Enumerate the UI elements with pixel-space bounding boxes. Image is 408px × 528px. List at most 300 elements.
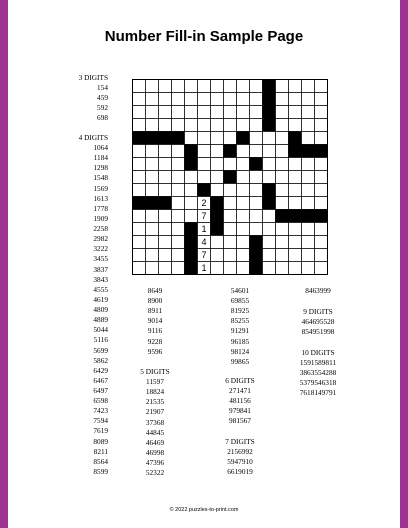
grid-cell[interactable] bbox=[302, 184, 315, 197]
puzzle-page bbox=[8, 0, 400, 528]
grid-cell[interactable] bbox=[263, 132, 276, 145]
grid-cell[interactable] bbox=[133, 223, 146, 236]
black-cell bbox=[211, 197, 224, 210]
word-list-item: 7618149791 bbox=[299, 388, 337, 398]
grid-cell[interactable] bbox=[133, 93, 146, 106]
grid-cell[interactable] bbox=[250, 184, 263, 197]
grid-cell[interactable] bbox=[302, 236, 315, 249]
grid-cell[interactable] bbox=[263, 249, 276, 262]
grid-cell[interactable] bbox=[263, 223, 276, 236]
grid-cell[interactable] bbox=[133, 262, 146, 275]
grid-cell[interactable] bbox=[289, 184, 302, 197]
word-group-heading: 10 DIGITS bbox=[301, 348, 335, 357]
grid-cell[interactable] bbox=[146, 106, 159, 119]
grid-cell[interactable] bbox=[133, 249, 146, 262]
word-group-heading: 4 DIGITS bbox=[78, 133, 108, 142]
given-digit: 7 bbox=[201, 211, 207, 221]
grid-cell[interactable] bbox=[315, 171, 328, 184]
grid-cell[interactable] bbox=[237, 80, 250, 93]
grid-cell[interactable] bbox=[211, 158, 224, 171]
grid-cell[interactable] bbox=[146, 171, 159, 184]
grid-cell[interactable] bbox=[133, 106, 146, 119]
word-list-item: 52322 bbox=[145, 468, 165, 478]
grid-cell[interactable] bbox=[276, 119, 289, 132]
black-cell bbox=[250, 158, 263, 171]
given-digit: 1 bbox=[201, 263, 207, 273]
word-list-item: 85255 bbox=[230, 316, 250, 326]
word-list-item: 4555 bbox=[93, 284, 108, 294]
black-cell bbox=[315, 145, 328, 158]
word-list-item: 5699 bbox=[93, 345, 108, 355]
grid-cell[interactable] bbox=[172, 210, 185, 223]
word-list-item: 46469 bbox=[145, 437, 165, 447]
grid-cell[interactable] bbox=[133, 158, 146, 171]
grid-cell[interactable] bbox=[263, 210, 276, 223]
grid-cell[interactable] bbox=[250, 93, 263, 106]
grid-cell[interactable] bbox=[315, 119, 328, 132]
grid-cell[interactable] bbox=[211, 236, 224, 249]
grid-cell[interactable] bbox=[250, 223, 263, 236]
word-group-heading: 9 DIGITS bbox=[303, 307, 333, 316]
grid-cell[interactable] bbox=[237, 249, 250, 262]
word-list-item: 1548 bbox=[93, 173, 108, 183]
grid-cell[interactable] bbox=[250, 171, 263, 184]
grid-cell[interactable] bbox=[146, 80, 159, 93]
grid-cell[interactable] bbox=[276, 80, 289, 93]
grid-cell[interactable] bbox=[237, 236, 250, 249]
black-cell bbox=[185, 223, 198, 236]
word-list-item: 9116 bbox=[147, 326, 163, 336]
grid-cell[interactable] bbox=[289, 80, 302, 93]
grid-cell[interactable] bbox=[315, 93, 328, 106]
grid-cell[interactable] bbox=[146, 145, 159, 158]
grid-cell[interactable] bbox=[289, 249, 302, 262]
grid-cell[interactable] bbox=[159, 171, 172, 184]
word-list-item: 54601 bbox=[230, 286, 250, 295]
grid-cell[interactable] bbox=[146, 210, 159, 223]
grid-cell[interactable] bbox=[276, 236, 289, 249]
black-cell bbox=[185, 145, 198, 158]
grid-cell[interactable] bbox=[172, 80, 185, 93]
grid-cell[interactable] bbox=[185, 210, 198, 223]
grid-cell[interactable] bbox=[315, 223, 328, 236]
grid-cell[interactable] bbox=[172, 197, 185, 210]
black-cell bbox=[276, 210, 289, 223]
fill-in-grid bbox=[132, 79, 328, 275]
word-list-item: 1569 bbox=[93, 183, 108, 193]
word-group-heading: 7 DIGITS bbox=[225, 437, 255, 446]
grid-cell[interactable] bbox=[237, 184, 250, 197]
grid-cell[interactable] bbox=[276, 184, 289, 197]
word-list-item: 3222 bbox=[93, 244, 108, 254]
grid-cell[interactable] bbox=[133, 184, 146, 197]
grid-cell[interactable] bbox=[185, 197, 198, 210]
grid-cell[interactable] bbox=[315, 262, 328, 275]
word-list-item: 3843 bbox=[93, 274, 108, 284]
grid-cell[interactable] bbox=[211, 106, 224, 119]
grid-cell[interactable] bbox=[159, 93, 172, 106]
grid-cell[interactable] bbox=[198, 132, 211, 145]
black-cell bbox=[224, 145, 237, 158]
grid-cell[interactable] bbox=[185, 119, 198, 132]
word-list-item: 7423 bbox=[93, 406, 108, 416]
grid-cell[interactable] bbox=[302, 171, 315, 184]
word-list-item: 8463999 bbox=[305, 286, 331, 295]
grid-cell[interactable] bbox=[172, 106, 185, 119]
grid-cell[interactable] bbox=[133, 80, 146, 93]
word-group-heading: 3 DIGITS bbox=[78, 73, 108, 82]
word-list-item: 46998 bbox=[145, 447, 165, 457]
word-list-item: 6497 bbox=[93, 386, 108, 395]
word-list-item: 21535 bbox=[145, 397, 165, 407]
grid-cell[interactable] bbox=[172, 223, 185, 236]
grid-cell[interactable] bbox=[211, 262, 224, 275]
grid-cell[interactable] bbox=[146, 119, 159, 132]
grid-cell[interactable] bbox=[315, 158, 328, 171]
word-list-item: 979841 bbox=[229, 406, 251, 416]
grid-cell[interactable] bbox=[263, 262, 276, 275]
grid-cell[interactable] bbox=[211, 249, 224, 262]
word-list-item: 5379546318 bbox=[299, 378, 337, 388]
grid-cell[interactable] bbox=[224, 119, 237, 132]
grid-cell[interactable] bbox=[146, 158, 159, 171]
black-cell bbox=[250, 249, 263, 262]
grid-cell[interactable] bbox=[302, 132, 315, 145]
word-list-item: 6619019 bbox=[227, 467, 253, 477]
black-cell bbox=[198, 184, 211, 197]
word-list-item: 481156 bbox=[229, 396, 251, 406]
grid-cell[interactable] bbox=[289, 93, 302, 106]
grid-cell[interactable] bbox=[250, 145, 263, 158]
grid-cell[interactable] bbox=[159, 262, 172, 275]
word-list-item: 8564 bbox=[93, 456, 108, 466]
black-cell bbox=[224, 171, 237, 184]
grid-cell[interactable] bbox=[315, 249, 328, 262]
grid-cell[interactable] bbox=[185, 171, 198, 184]
grid-cell[interactable] bbox=[263, 236, 276, 249]
grid-cell[interactable] bbox=[289, 171, 302, 184]
word-list-item: 69855 bbox=[230, 296, 250, 306]
grid-cell[interactable] bbox=[159, 236, 172, 249]
grid-cell[interactable] bbox=[302, 223, 315, 236]
grid-cell[interactable] bbox=[198, 158, 211, 171]
grid-cell[interactable] bbox=[198, 106, 211, 119]
black-cell bbox=[133, 132, 146, 145]
grid-cell[interactable] bbox=[185, 93, 198, 106]
black-cell bbox=[263, 80, 276, 93]
grid-cell[interactable] bbox=[250, 197, 263, 210]
word-list-item: 47396 bbox=[145, 458, 165, 468]
word-list-item: 698 bbox=[97, 113, 108, 123]
grid-cell[interactable] bbox=[146, 236, 159, 249]
grid-cell[interactable] bbox=[159, 210, 172, 223]
grid-cell[interactable] bbox=[237, 197, 250, 210]
grid-cell[interactable] bbox=[224, 132, 237, 145]
word-list-item: 464695528 bbox=[301, 317, 335, 327]
grid-cell[interactable] bbox=[198, 80, 211, 93]
word-list-item: 1613 bbox=[93, 193, 108, 203]
grid-cell[interactable] bbox=[289, 236, 302, 249]
grid-cell[interactable] bbox=[315, 184, 328, 197]
grid-cell[interactable] bbox=[224, 210, 237, 223]
word-list-item: 18824 bbox=[145, 387, 165, 397]
grid-cell[interactable] bbox=[185, 184, 198, 197]
black-cell bbox=[302, 210, 315, 223]
grid-cell[interactable] bbox=[172, 171, 185, 184]
grid-cell[interactable] bbox=[198, 145, 211, 158]
grid-cell[interactable] bbox=[250, 80, 263, 93]
grid-cell[interactable] bbox=[133, 119, 146, 132]
grid-cell[interactable] bbox=[224, 106, 237, 119]
grid-cell[interactable] bbox=[146, 184, 159, 197]
grid-cell[interactable] bbox=[276, 106, 289, 119]
grid-cell[interactable] bbox=[276, 158, 289, 171]
word-list-item: 7594 bbox=[93, 416, 108, 426]
grid-cell[interactable] bbox=[146, 262, 159, 275]
word-list-item: 8911 bbox=[147, 306, 163, 316]
given-digit: 7 bbox=[201, 250, 207, 260]
grid-cell[interactable] bbox=[289, 158, 302, 171]
grid-cell[interactable] bbox=[276, 223, 289, 236]
grid-cell[interactable] bbox=[289, 262, 302, 275]
grid-cell[interactable] bbox=[302, 249, 315, 262]
grid-cell[interactable] bbox=[237, 145, 250, 158]
grid-cell[interactable] bbox=[185, 106, 198, 119]
word-list-item: 8211 bbox=[93, 446, 108, 456]
grid-cell[interactable] bbox=[159, 184, 172, 197]
black-cell bbox=[185, 158, 198, 171]
word-list-item: 81925 bbox=[230, 306, 250, 316]
word-list-item: 9596 bbox=[147, 346, 163, 356]
grid-cell[interactable] bbox=[211, 119, 224, 132]
word-list-item: 4809 bbox=[93, 305, 108, 315]
word-list-item: 8599 bbox=[93, 466, 108, 476]
black-cell bbox=[185, 262, 198, 275]
grid-cell[interactable] bbox=[198, 171, 211, 184]
grid-cell[interactable] bbox=[146, 93, 159, 106]
black-cell bbox=[237, 132, 250, 145]
black-cell bbox=[133, 197, 146, 210]
grid-cell[interactable] bbox=[172, 119, 185, 132]
word-list-item: 21907 bbox=[145, 407, 165, 417]
word-list-item: 3863554288 bbox=[299, 368, 337, 378]
grid-cell[interactable] bbox=[302, 158, 315, 171]
grid-cell[interactable] bbox=[211, 145, 224, 158]
grid-cell[interactable] bbox=[159, 80, 172, 93]
grid-cell[interactable] bbox=[133, 145, 146, 158]
grid-cell[interactable] bbox=[276, 197, 289, 210]
grid-cell[interactable] bbox=[172, 236, 185, 249]
grid-cell[interactable] bbox=[224, 236, 237, 249]
black-cell bbox=[250, 262, 263, 275]
word-list-item: 854951998 bbox=[301, 327, 335, 337]
word-list-item: 2258 bbox=[93, 224, 108, 234]
word-list-item: 98124 bbox=[230, 346, 250, 356]
grid-cell[interactable] bbox=[224, 223, 237, 236]
word-list-item: 592 bbox=[97, 103, 108, 113]
word-list-item: 154 bbox=[97, 83, 108, 93]
grid-cell[interactable] bbox=[276, 171, 289, 184]
grid-cell[interactable] bbox=[133, 236, 146, 249]
grid-cell[interactable] bbox=[237, 223, 250, 236]
grid-cell[interactable] bbox=[315, 197, 328, 210]
grid-cell[interactable] bbox=[302, 106, 315, 119]
grid-cell[interactable] bbox=[276, 249, 289, 262]
black-cell bbox=[263, 184, 276, 197]
black-cell bbox=[159, 197, 172, 210]
word-list-item: 3455 bbox=[93, 254, 108, 264]
grid-cell[interactable] bbox=[172, 158, 185, 171]
word-list-item: 99865 bbox=[230, 356, 250, 366]
grid-cell[interactable] bbox=[315, 80, 328, 93]
word-list-item: 981567 bbox=[229, 416, 251, 426]
grid-cell[interactable] bbox=[159, 145, 172, 158]
grid-cell[interactable] bbox=[237, 106, 250, 119]
grid-cell[interactable] bbox=[172, 93, 185, 106]
word-list-item: 1909 bbox=[93, 213, 108, 223]
grid-cell[interactable] bbox=[211, 80, 224, 93]
word-list-item: 8900 bbox=[147, 296, 163, 306]
word-list-item: 91291 bbox=[230, 326, 250, 336]
grid-cell[interactable] bbox=[263, 145, 276, 158]
grid-cell[interactable] bbox=[133, 171, 146, 184]
grid-cell[interactable] bbox=[237, 93, 250, 106]
grid-cell[interactable] bbox=[237, 262, 250, 275]
word-list-item: 4619 bbox=[93, 294, 108, 304]
grid-cell[interactable] bbox=[224, 197, 237, 210]
grid-cell[interactable] bbox=[315, 132, 328, 145]
grid-cell[interactable] bbox=[250, 210, 263, 223]
grid-cell[interactable] bbox=[211, 171, 224, 184]
word-list-item: 8089 bbox=[93, 436, 108, 446]
word-list-item: 459 bbox=[97, 93, 108, 103]
grid-cell[interactable] bbox=[276, 93, 289, 106]
word-group-heading: 6 DIGITS bbox=[225, 376, 255, 385]
grid-cell[interactable] bbox=[224, 249, 237, 262]
grid-cell[interactable] bbox=[211, 132, 224, 145]
black-cell bbox=[263, 106, 276, 119]
grid-cell[interactable] bbox=[159, 106, 172, 119]
grid-cell[interactable] bbox=[276, 262, 289, 275]
given-digit: 1 bbox=[201, 224, 207, 234]
word-list-item: 1298 bbox=[93, 163, 108, 173]
grid-cell[interactable] bbox=[172, 145, 185, 158]
black-cell bbox=[302, 145, 315, 158]
word-list-item: 5044 bbox=[93, 325, 108, 335]
grid-cell[interactable] bbox=[237, 210, 250, 223]
word-list-item: 5862 bbox=[93, 355, 108, 365]
grid-cell[interactable] bbox=[250, 119, 263, 132]
grid-cell[interactable] bbox=[237, 158, 250, 171]
grid-cell[interactable] bbox=[185, 132, 198, 145]
grid-cell[interactable] bbox=[159, 158, 172, 171]
given-digit: 2 bbox=[201, 198, 207, 208]
word-list-item: 2156992 bbox=[227, 447, 253, 457]
black-cell bbox=[263, 119, 276, 132]
grid-cell[interactable] bbox=[276, 132, 289, 145]
word-list-item: 271471 bbox=[229, 386, 251, 396]
page-title: Number Fill-in Sample Page bbox=[104, 28, 304, 45]
grid-cell[interactable] bbox=[224, 184, 237, 197]
word-list-item: 2982 bbox=[93, 234, 108, 244]
grid-svg bbox=[132, 79, 328, 275]
grid-cell[interactable] bbox=[315, 106, 328, 119]
grid-cell[interactable] bbox=[302, 262, 315, 275]
word-list-item: 4889 bbox=[93, 315, 108, 325]
grid-cell[interactable] bbox=[198, 93, 211, 106]
word-list-item: 3837 bbox=[93, 264, 108, 274]
black-cell bbox=[159, 132, 172, 145]
black-cell bbox=[289, 210, 302, 223]
black-cell bbox=[211, 223, 224, 236]
grid-cell[interactable] bbox=[172, 249, 185, 262]
word-list-item: 1064 bbox=[93, 143, 108, 153]
word-group-heading: 5 DIGITS bbox=[140, 367, 170, 376]
grid-cell[interactable] bbox=[302, 80, 315, 93]
black-cell bbox=[315, 210, 328, 223]
grid-cell[interactable] bbox=[224, 93, 237, 106]
word-list-item: 6467 bbox=[93, 375, 108, 385]
copyright-footer: © 2022 puzzles-to-print.com bbox=[169, 507, 239, 513]
grid-cell[interactable] bbox=[289, 223, 302, 236]
black-cell bbox=[289, 145, 302, 158]
grid-cell[interactable] bbox=[250, 132, 263, 145]
grid-cell[interactable] bbox=[159, 119, 172, 132]
word-list-item: 1184 bbox=[93, 153, 108, 163]
black-cell bbox=[146, 197, 159, 210]
grid-cell[interactable] bbox=[263, 158, 276, 171]
grid-cell[interactable] bbox=[315, 236, 328, 249]
grid-cell[interactable] bbox=[276, 145, 289, 158]
word-list-item: 5116 bbox=[93, 335, 108, 345]
grid-cell[interactable] bbox=[224, 262, 237, 275]
grid-cell[interactable] bbox=[172, 184, 185, 197]
grid-cell[interactable] bbox=[133, 210, 146, 223]
grid-cell[interactable] bbox=[289, 119, 302, 132]
black-cell bbox=[185, 236, 198, 249]
grid-cell[interactable] bbox=[185, 80, 198, 93]
grid-cell[interactable] bbox=[159, 223, 172, 236]
black-cell bbox=[146, 132, 159, 145]
grid-cell[interactable] bbox=[302, 197, 315, 210]
word-list-item: 37368 bbox=[145, 417, 165, 427]
grid-cell[interactable] bbox=[237, 171, 250, 184]
grid-cell[interactable] bbox=[146, 249, 159, 262]
grid-cell[interactable] bbox=[302, 119, 315, 132]
grid-cell[interactable] bbox=[211, 93, 224, 106]
black-cell bbox=[211, 210, 224, 223]
grid-cell[interactable] bbox=[224, 158, 237, 171]
word-list-item: 6429 bbox=[93, 365, 108, 375]
grid-cell[interactable] bbox=[289, 197, 302, 210]
grid-cell[interactable] bbox=[211, 184, 224, 197]
grid-cell[interactable] bbox=[237, 119, 250, 132]
word-list-item: 11597 bbox=[146, 377, 164, 387]
grid-cell[interactable] bbox=[263, 171, 276, 184]
grid-cell[interactable] bbox=[224, 80, 237, 93]
black-cell bbox=[172, 132, 185, 145]
grid-cell[interactable] bbox=[302, 93, 315, 106]
grid-cell[interactable] bbox=[172, 262, 185, 275]
grid-cell[interactable] bbox=[146, 223, 159, 236]
grid-cell[interactable] bbox=[289, 106, 302, 119]
grid-cell[interactable] bbox=[159, 249, 172, 262]
grid-cell[interactable] bbox=[250, 106, 263, 119]
grid-cell[interactable] bbox=[198, 119, 211, 132]
word-list-item: 96185 bbox=[230, 336, 250, 346]
black-cell bbox=[289, 132, 302, 145]
black-cell bbox=[250, 236, 263, 249]
